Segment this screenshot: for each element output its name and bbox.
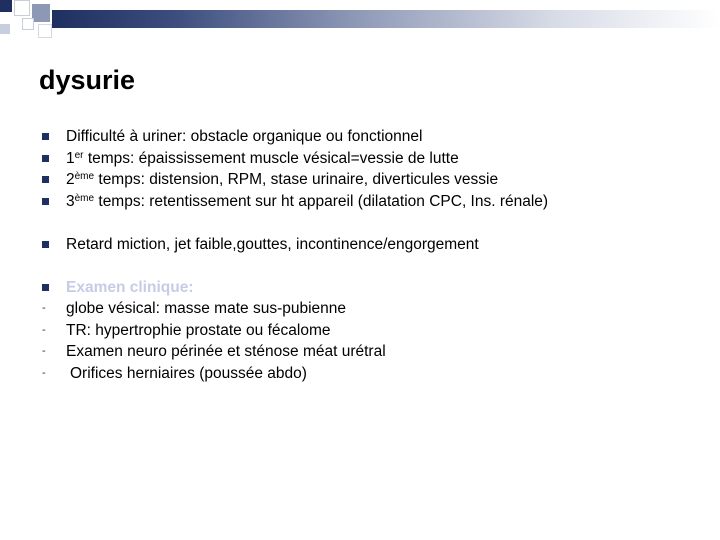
bullet-item xyxy=(40,169,700,191)
dash-item-text: globe vésical: masse mate sus-pubienne xyxy=(66,300,347,317)
bullet-superscript: ème xyxy=(74,192,95,204)
bullet-item xyxy=(40,234,700,256)
dash-bullet: - xyxy=(42,345,46,357)
dash-bullet: - xyxy=(42,366,46,379)
decorative-square xyxy=(38,24,52,38)
dash-item xyxy=(40,341,700,363)
dash-item xyxy=(40,363,700,385)
exam-heading-item xyxy=(40,277,700,299)
dash-item-text: TR: hypertrophie prostate ou fécalome xyxy=(66,321,331,339)
square-bullet-icon xyxy=(42,284,49,291)
dash-item-text: Examen neuro périnée et sténose méat urétral xyxy=(66,343,386,360)
decorative-square xyxy=(14,0,30,16)
square-bullet-icon xyxy=(42,198,49,205)
square-bullet-icon xyxy=(42,133,49,140)
decorative-square xyxy=(0,0,12,12)
bullet-item xyxy=(40,126,700,148)
bullet-prefix: 3 xyxy=(66,192,75,210)
bullet-text: Difficulté à uriner: obstacle organique ou fonctionnel xyxy=(66,128,423,145)
square-bullet-icon xyxy=(42,155,49,162)
bullet-superscript: ème xyxy=(74,171,95,182)
dash-item xyxy=(40,298,700,320)
decorative-square xyxy=(22,18,34,30)
bullet-prefix: 1 xyxy=(66,149,75,167)
slide-title: dysurie xyxy=(39,65,136,95)
dash-bullet: - xyxy=(42,302,46,314)
bullet-prefix: 2 xyxy=(66,171,75,188)
dash-item xyxy=(40,320,700,342)
bullet-text: temps: épaississement muscle vésical=vessie de lutte xyxy=(83,149,459,167)
decorative-square xyxy=(0,24,10,34)
bullet-item xyxy=(40,148,700,170)
square-bullet-icon xyxy=(42,176,49,183)
slide-content xyxy=(40,126,700,384)
bullet-superscript: er xyxy=(74,149,84,161)
dash-item-text: Orifices herniaires (poussée abdo) xyxy=(70,364,307,382)
decorative-square xyxy=(32,4,50,22)
bullet-text: Retard miction, jet faible,gouttes, incontinence/engorgement xyxy=(66,235,479,253)
exam-heading: Examen clinique: xyxy=(66,278,194,296)
dash-bullet: - xyxy=(42,323,46,336)
bullet-text: temps: retentissement sur ht appareil (dilatation CPC, Ins. rénale) xyxy=(94,192,549,210)
square-bullet-icon xyxy=(42,241,49,248)
spacer xyxy=(40,255,700,277)
bullet-text: temps: distension, RPM, stase urinaire, diverticules vessie xyxy=(94,171,499,188)
decorative-gradient-bar xyxy=(52,10,720,28)
bullet-item xyxy=(40,191,700,213)
spacer xyxy=(40,212,700,234)
